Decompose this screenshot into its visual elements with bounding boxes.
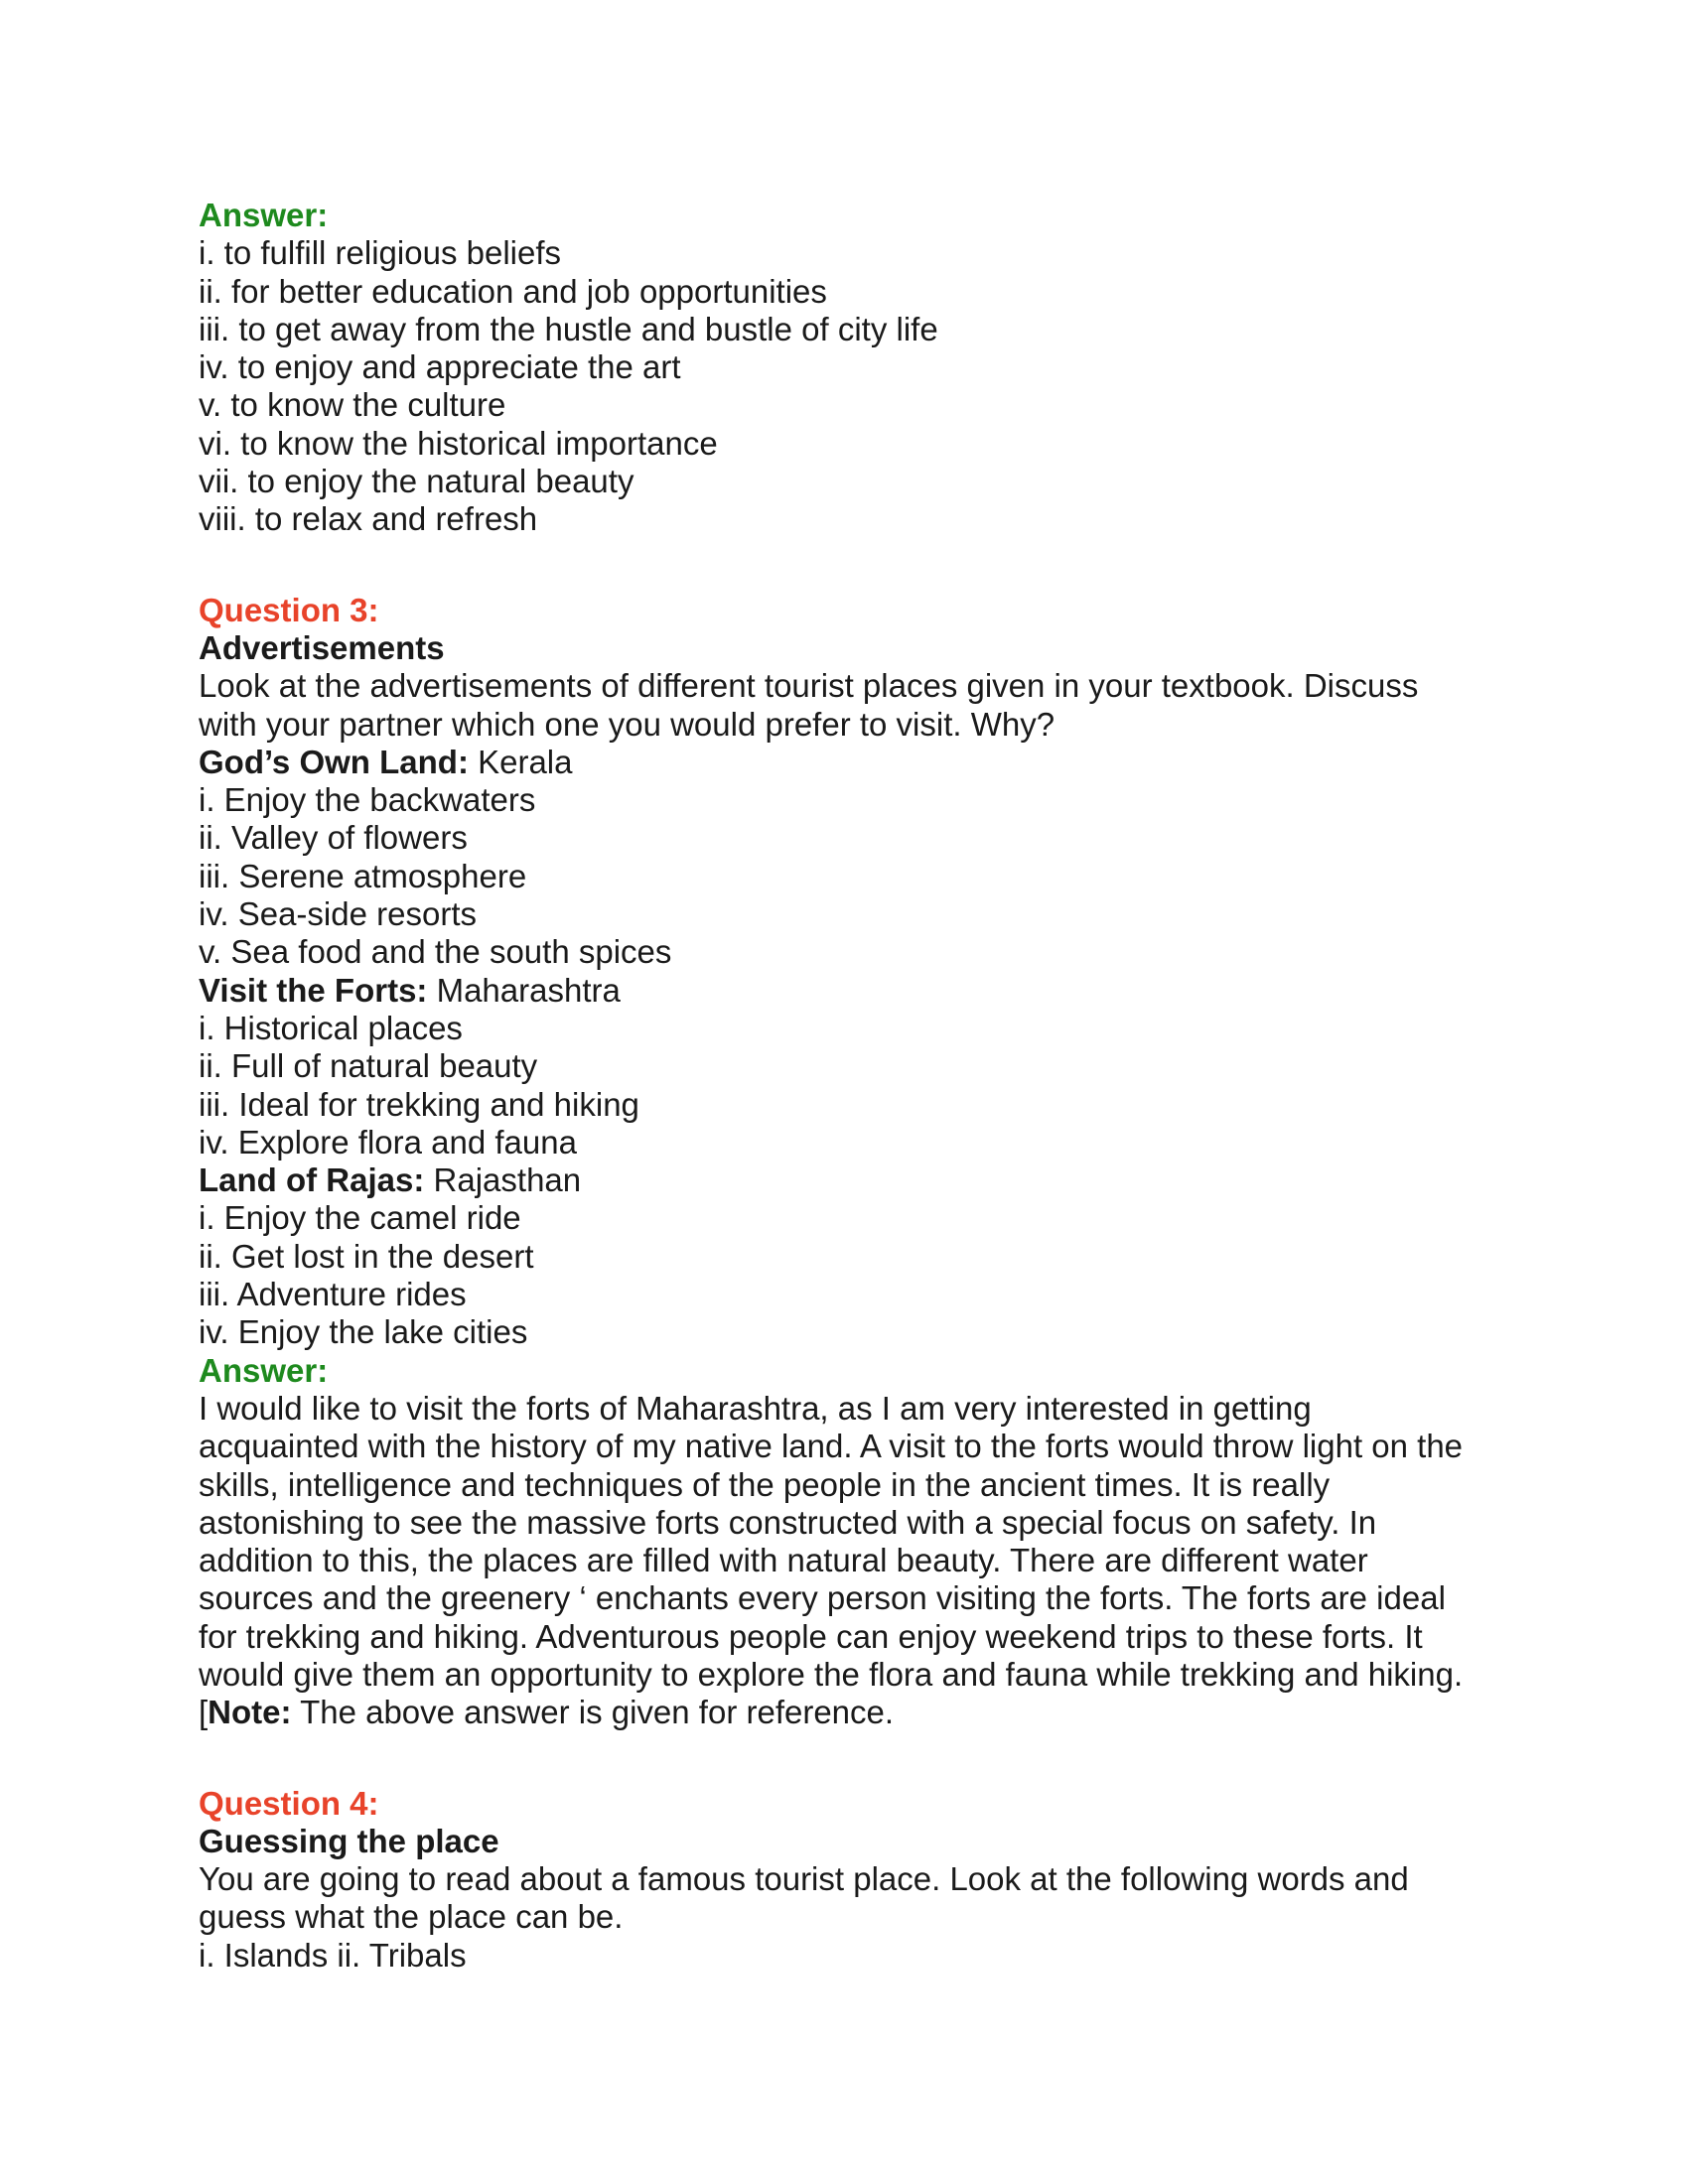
list-item: iii. Serene atmosphere bbox=[199, 857, 527, 894]
list-item: iv. Sea-side resorts bbox=[199, 895, 477, 933]
ad-heading: Visit the Forts: bbox=[199, 971, 428, 1009]
list-item: i. Historical places bbox=[199, 1009, 463, 1046]
list-item: i. Enjoy the camel ride bbox=[199, 1199, 521, 1237]
list-item: ii. Get lost in the desert bbox=[199, 1237, 534, 1275]
list-item: vii. to enjoy the natural beauty bbox=[199, 463, 634, 500]
ad-place: Maharashtra bbox=[427, 971, 621, 1009]
document-page bbox=[199, 197, 1509, 1975]
note-text: The above answer is given for reference. bbox=[291, 1694, 895, 1731]
note-label: Note: bbox=[208, 1694, 292, 1731]
list-item: v. to know the culture bbox=[199, 386, 506, 424]
list-item: i. to fulfill religious beliefs bbox=[199, 234, 561, 272]
question-prompt: with your partner which one you would prefer to visit. Why? bbox=[199, 705, 1055, 743]
ad-place: Kerala bbox=[468, 743, 573, 780]
list-item: v. Sea food and the south spices bbox=[199, 933, 672, 971]
question-prompt: You are going to read about a famous tourist place. Look at the following words and bbox=[199, 1860, 1409, 1898]
list-item: iv. to enjoy and appreciate the art bbox=[199, 348, 681, 386]
list-item: iii. Ideal for trekking and hiking bbox=[199, 1085, 639, 1123]
section-spacer bbox=[199, 1732, 1509, 1785]
ad-heading-line bbox=[199, 972, 1509, 1010]
question-prompt: guess what the place can be. bbox=[199, 1898, 624, 1936]
list-item: iv. Enjoy the lake cities bbox=[199, 1313, 528, 1351]
ad-heading-line bbox=[199, 744, 1509, 781]
list-item: iii. Adventure rides bbox=[199, 1276, 467, 1313]
answer-paragraph-line: acquainted with the history of my native land. A visit to the forts would throw light on the bbox=[199, 1428, 1464, 1465]
ad-heading: Land of Rajas: bbox=[199, 1161, 425, 1199]
answer-paragraph-line: I would like to visit the forts of Maharashtra, as I am very interested in getting bbox=[199, 1389, 1312, 1427]
answer-paragraph-line: would give them an opportunity to explore the flora and fauna while trekking and hiking. bbox=[199, 1655, 1464, 1693]
answer-label: Answer: bbox=[199, 197, 329, 233]
question-label: Question 4: bbox=[199, 1784, 379, 1822]
ad-place: Rajasthan bbox=[424, 1161, 582, 1199]
answer-paragraph-line: astonishing to see the massive forts constructed with a special focus on safety. In bbox=[199, 1503, 1377, 1541]
guess-words: i. Islands ii. Tribals bbox=[199, 1936, 467, 1974]
list-item: ii. Full of natural beauty bbox=[199, 1047, 538, 1085]
list-item: i. Enjoy the backwaters bbox=[199, 781, 536, 819]
answer-paragraph-line: sources and the greenery ‘ enchants every person visiting the forts. The forts are ideal bbox=[199, 1579, 1446, 1617]
answer-label: Answer: bbox=[199, 1351, 329, 1389]
list-item: ii. Valley of flowers bbox=[199, 819, 468, 857]
note-bracket: [ bbox=[199, 1694, 209, 1731]
ad-heading: God’s Own Land: bbox=[199, 743, 469, 780]
question-prompt: Look at the advertisements of different tourist places given in your textbook. Discuss bbox=[199, 667, 1419, 705]
question-label: Question 3: bbox=[199, 591, 379, 628]
question-title: Guessing the place bbox=[199, 1822, 499, 1859]
list-item: iii. to get away from the hustle and bustle of city life bbox=[199, 310, 938, 347]
list-item: ii. for better education and job opportunities bbox=[199, 272, 827, 310]
list-item: viii. to relax and refresh bbox=[199, 500, 538, 538]
answer-paragraph-line: addition to this, the places are filled with natural beauty. There are different water bbox=[199, 1542, 1368, 1579]
note-line bbox=[199, 1694, 1509, 1731]
answer-paragraph-line: for trekking and hiking. Adventurous people can enjoy weekend trips to these forts. It bbox=[199, 1617, 1423, 1655]
list-item: vi. to know the historical importance bbox=[199, 424, 718, 462]
ad-heading-line bbox=[199, 1161, 1509, 1199]
section-spacer bbox=[199, 539, 1509, 592]
answer-paragraph-line: skills, intelligence and techniques of the people in the ancient times. It is really bbox=[199, 1465, 1331, 1503]
question-title: Advertisements bbox=[199, 628, 445, 666]
list-item: iv. Explore flora and fauna bbox=[199, 1123, 577, 1160]
